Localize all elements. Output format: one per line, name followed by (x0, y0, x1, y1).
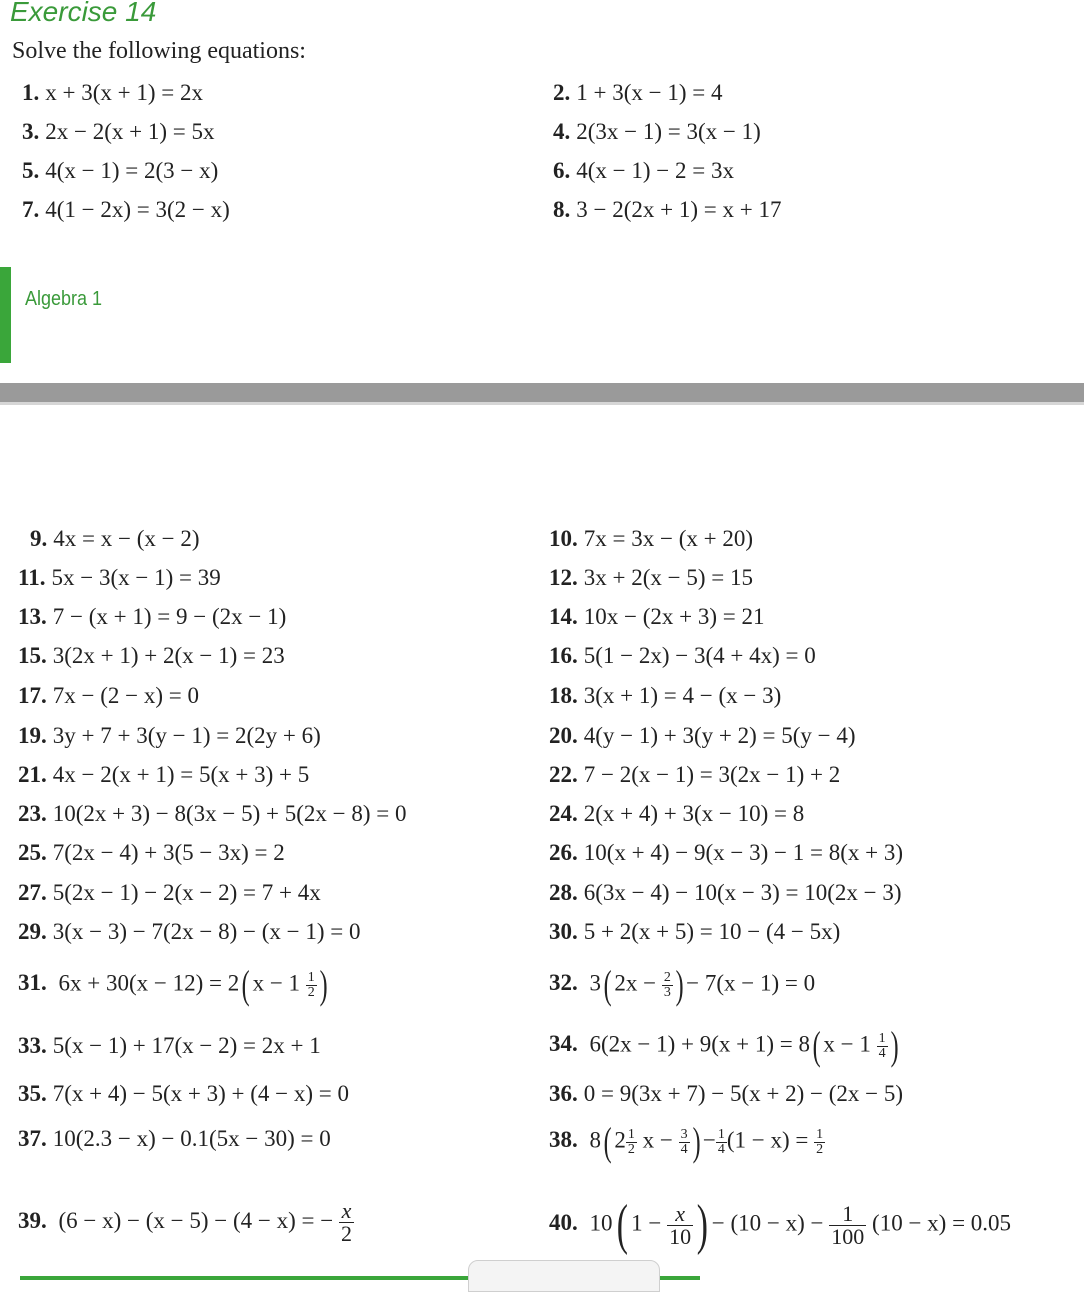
bottom-tab[interactable] (468, 1260, 660, 1292)
equation-26: 26. 10(x + 4) − 9(x − 3) − 1 = 8(x + 3) (549, 840, 904, 865)
equation-5: 5. 4(x − 1) = 2(3 − x) (22, 158, 219, 183)
equation-24: 24. 2(x + 4) + 3(x − 10) = 8 (549, 801, 805, 826)
equation-18: 18. 3(x + 1) = 4 − (x − 3) (549, 683, 782, 708)
equation-28: 28. 6(3x − 4) − 10(x − 3) = 10(2x − 3) (549, 880, 902, 905)
equation-11: 11. 5x − 3(x − 1) = 39 (18, 565, 221, 590)
equation-23: 23. 10(2x + 3) − 8(3x − 5) + 5(2x − 8) = 0 (18, 801, 407, 826)
equation-20: 20. 4(y − 1) + 3(y + 2) = 5(y − 4) (549, 723, 856, 748)
equation-34: 34. 6(2x − 1) + 9(x + 1) = 8( x − 1 $\frac{1}{4}$ ) (549, 1023, 899, 1068)
section-marker (0, 267, 11, 363)
equation-31: 31. 6x + 30(x − 12) = 2( x − 1 $\frac{1}{2}$ ) (18, 962, 328, 1007)
equation-9: 9. 4x = x − (x − 2) (30, 526, 200, 551)
equation-6: 6. 4(x − 1) − 2 = 3x (553, 158, 734, 183)
equation-39: 39. (6 − x) − (x − 5) − (4 − x) = − $\frac{x}{2}$ (18, 1198, 353, 1246)
equation-2: 2. 1 + 3(x − 1) = 4 (553, 80, 723, 105)
equation-16: 16. 5(1 − 2x) − 3(4 + 4x) = 0 (549, 643, 816, 668)
equation-32: 32. 3( 2x − $\frac{2}{3}$ ) − 7(x − 1) = 0 (549, 962, 816, 1007)
instruction: Solve the following equations: (12, 38, 306, 64)
equation-30: 30. 5 + 2(x + 5) = 10 − (4 − 5x) (549, 919, 841, 944)
equation-29: 29. 3(x − 3) − 7(2x − 8) − (x − 1) = 0 (18, 919, 361, 944)
equation-19: 19. 3y + 7 + 3(y − 1) = 2(2y + 6) (18, 723, 321, 748)
equation-14: 14. 10x − (2x + 3) = 21 (549, 604, 765, 629)
equation-17: 17. 7x − (2 − x) = 0 (18, 683, 199, 708)
equation-1: 1. x + 3(x + 1) = 2x (22, 80, 203, 105)
equation-8: 8. 3 − 2(2x + 1) = x + 17 (553, 197, 782, 222)
equation-3: 3. 2x − 2(x + 1) = 5x (22, 119, 215, 144)
equation-25: 25. 7(2x − 4) + 3(5 − 3x) = 2 (18, 840, 285, 865)
equation-4: 4. 2(3x − 1) = 3(x − 1) (553, 119, 761, 144)
equation-7: 7. 4(1 − 2x) = 3(2 − x) (22, 197, 230, 222)
equation-13: 13. 7 − (x + 1) = 9 − (2x − 1) (18, 604, 287, 629)
section-label: Algebra 1 (25, 288, 103, 310)
page-divider (0, 383, 1084, 402)
equation-10: 10. 7x = 3x − (x + 20) (549, 526, 753, 551)
equation-27: 27. 5(2x − 1) − 2(x − 2) = 7 + 4x (18, 880, 321, 905)
equation-15: 15. 3(2x + 1) + 2(x − 1) = 23 (18, 643, 285, 668)
equation-37: 37. 10(2.3 − x) − 0.1(5x − 30) = 0 (18, 1126, 331, 1151)
equation-33: 33. 5(x − 1) + 17(x − 2) = 2x + 1 (18, 1033, 321, 1058)
equation-22: 22. 7 − 2(x − 1) = 3(2x − 1) + 2 (549, 762, 841, 787)
equation-35: 35. 7(x + 4) − 5(x + 3) + (4 − x) = 0 (18, 1081, 350, 1106)
equation-38: 38. 8( 2 $\frac{1}{2}$ x − $\frac{3}{4}$ ) − $\frac{1}{4}$ (1 − x) = $\frac{1}{2}$ (549, 1119, 824, 1164)
exercise-title: Exercise 14 (10, 0, 157, 27)
equation-36: 36. 0 = 9(3x + 7) − 5(x + 2) − (2x − 5) (549, 1081, 904, 1106)
equation-21: 21. 4x − 2(x + 1) = 5(x + 3) + 5 (18, 762, 310, 787)
equation-40: 40. 10( 1 − $\frac{x}{10}$ ) − (10 − x) − $\frac{1}{100}$ (10 − x) = 0.05 (549, 1194, 1012, 1256)
equation-12: 12. 3x + 2(x − 5) = 15 (549, 565, 753, 590)
